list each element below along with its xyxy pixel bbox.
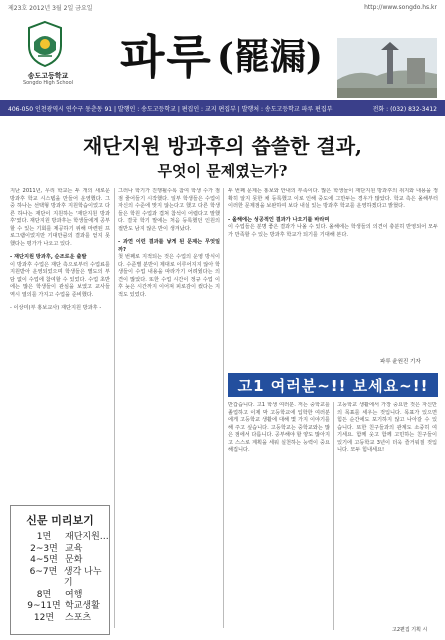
phone-number: 전화 : (032) 832-3412 [372,105,437,113]
list-item: 9~11면 학교생활 [27,601,100,611]
preview-title: 신문 미리보기 [26,514,94,527]
title-korean: 파루 [120,30,213,84]
column-divider [223,188,224,628]
article-paragraph: 이 방과후 수업은 재단 측으로부터 수업료를 지원받아 운영되었으며 학생들은 별도의 부담 없이 수업에 참여할 수 있었다. 수업 초반에는 많은 학생들이 관심을 보였고 교사들 역시 열의를 가지고 수업을 준비했다. [10,261,110,298]
list-item: 12면 스포츠 [33,612,92,623]
issue-info: 제23호 2012년 3월 2일 금요일 [8,4,93,12]
article-column-4 [228,402,330,630]
article-caption: - 이상미(부 홍보교사) 재단지원 방과후 - [10,305,102,311]
title-hanja: (罷漏) [216,35,323,78]
article-column-2 [118,188,220,628]
article-byline: 고2편집 기획 시 [392,627,428,633]
publisher-info-bar [0,100,445,116]
article-section-heading: - 과연 이런 결과를 낳게 된 문제는 무엇일까? [118,239,220,253]
masthead-photo [337,38,437,98]
article-paragraph: 고등학교 생활에서 가장 중요한 것은 자신만의 목표를 세우는 것입니다. 목표가 있으면 힘든 순간에도 포기하지 않고 나아갈 수 있습니다. 또한 친구들과의 관계도 소중히 여기세요. 함께 웃고 함께 고민하는 친구들이 있기에 고등학교 3년이 더욱 즐거워질 것입니다. 모두 힘내세요! [337,402,437,453]
section-banner: 고1 여러분~!! 보세요~!! [228,373,438,397]
article-paragraph: 그러나 학기가 진행될수록 참여 학생 수가 점점 줄어들기 시작했다. 일부 학생들은 수업이 자신의 수준에 맞지 않는다고 했고 다른 학생들은 학원 수업과 겹쳐 참석이 어렵다고 말했다. 결국 학기 말에는 처음 등록했던 인원의 절반도 남지 않은 반이 생겨났다. [118,188,220,232]
article-paragraph: 두 번째 문제는 홍보와 안내의 부족이다. 많은 학생들이 재단지원 방과후의 취지와 내용을 정확히 알지 못한 채 등록했고 이로 인해 중도에 그만두는 경우가 많았다. 학교 측은 올해부터 이러한 문제점을 보완하여 보다 내실 있는 방과후 학교를 운영하겠다고 밝혔다. [228,188,438,209]
list-item: 1면 재단지원… [36,532,109,542]
school-name-en: Songdo High School [22,80,74,86]
top-bar [0,0,445,14]
list-item: 2~3면 교육 [30,543,83,554]
article-byline: 파루 윤원진 기자 [380,359,421,365]
article-paragraph: 지난 2011년, 우리 학교는 두 개의 새로운 방과후 학교 시스템을 만들어 운영했다. 그 중 하나는 선택형 방과후 지원학습이었고 다른 하나는 재단이 지원하는 '재단지원 방과후'였다. 재단지원 방과후는 학생들에게 공부할 수 있는 기회를 제공하기 위해 마련된 프로그램이었지만 기대만큼의 결과를 얻지 못했다는 평가가 나오고 있다. [10,188,110,247]
article-section-heading: - 재단지원 방과후, 순조로운 출발 [10,254,87,260]
list-item: 6~7면 생각 나누기 [29,566,102,588]
article-headline: 재단지원 방과후의 씁쓸한 결과, [82,134,362,158]
article-paragraph: 첫 번째로 지적되는 것은 수업의 운영 방식이다. 수준별 분반이 제대로 이루어지지 않아 학생들이 수업 내용을 따라가기 어려웠다는 의견이 많았다. 또한 수업 시간이 정규 수업 이후 늦은 시간까지 이어져 피로감이 컸다는 지적도 있었다. [118,254,220,298]
article-column-1 [10,188,110,498]
newspaper-preview-box [10,505,110,635]
school-name: 송도고등학교 [27,72,69,80]
school-emblem-icon [26,20,64,68]
article-column-5 [337,402,437,622]
list-item: 4~5면 문화 [30,555,83,565]
article-paragraph: 반갑습니다. 고1 학생 여러분. 저는 중학교를 졸업하고 이제 막 고등학교에 입학한 여러분에게 고등학교 생활에 대해 몇 가지 이야기를 해 주고 싶습니다. 고등학교는 중학교와는 많은 점에서 다릅니다. 공부해야 할 양도 많아지고 스스로 계획을 세워 실천하는 능력이 중요해집니다. [228,402,330,453]
column-divider [114,188,115,628]
article-section-heading: - 올해에는 성공적인 결과가 나오기를 바라며 [228,216,330,223]
newspaper-title [120,24,323,84]
column-divider [333,402,334,630]
list-item: 8면 여행 [36,589,83,600]
article-paragraph: 이 수업들은 분명 좋은 결과가 나올 수 있다. 올해에는 학생들의 의견이 충분히 반영되어 모두가 만족할 수 있는 방과후 학교가 되기를 기대해 본다. [228,224,438,238]
article-subheadline: 무엇이 문제였는가? [157,162,288,180]
masthead [0,14,445,100]
article-column-3 [228,188,438,348]
website-url[interactable]: http://www.songdo.hs.kr [364,3,437,11]
publisher-info: 406-050 인천광역시 연수구 동춘동 91 | 발행인 : 송도고등학교 | 편집인 : 교지 편집부 | 발행처 : 송도고등학교 파루 편집부 [8,105,333,113]
